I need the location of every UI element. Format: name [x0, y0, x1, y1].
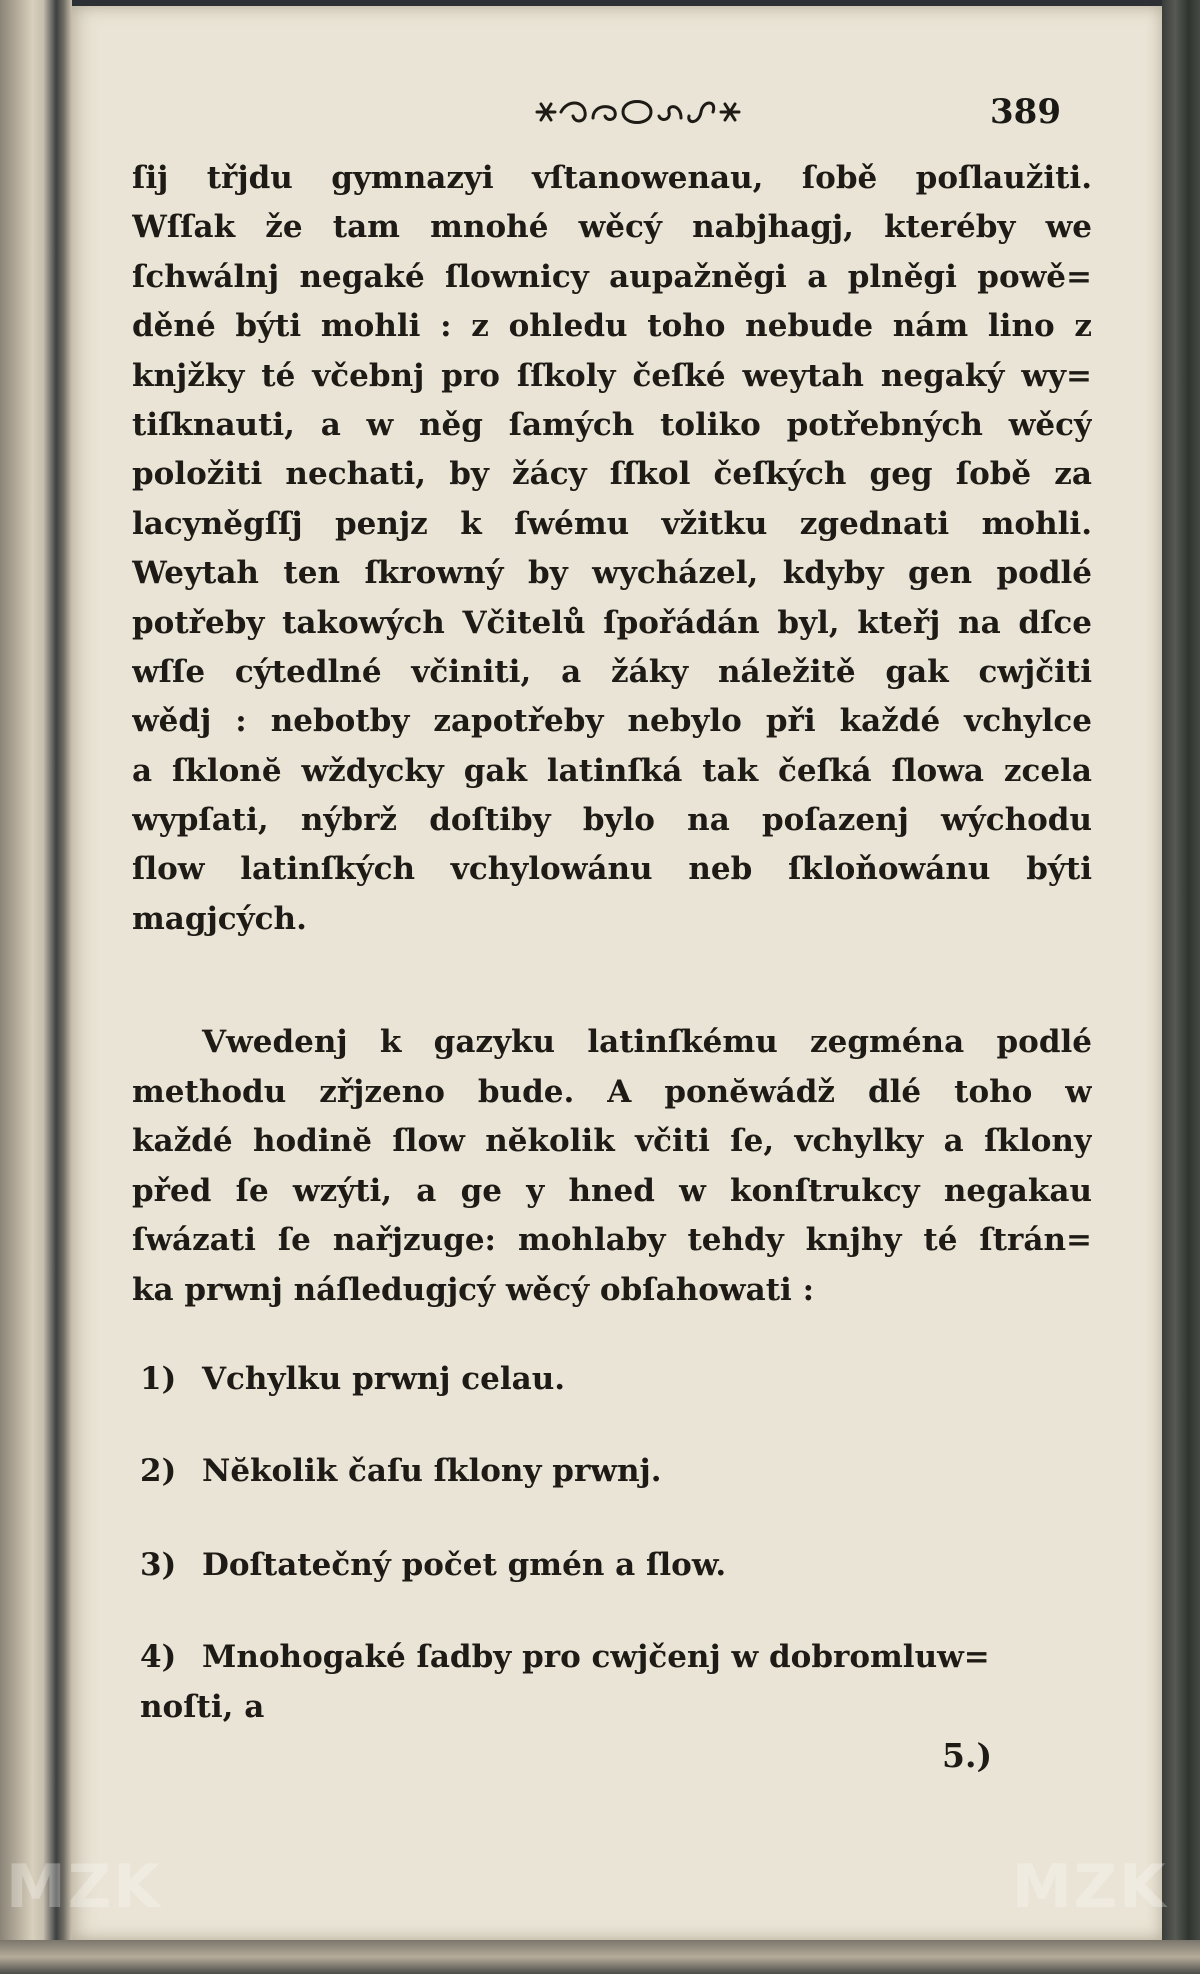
book-left-edge [0, 0, 72, 1974]
list-item-text: Nĕkolik čaſu ſklony prwnj. [202, 1453, 662, 1489]
book-bottom-edge [0, 1940, 1200, 1974]
list-item-text: Mnohogaké ſadby pro cwjčenj w dobromluw= [202, 1639, 990, 1675]
text-line: položiti nechati, by žácy ſſkol čeſkých geg ſobě za [132, 456, 1092, 493]
text-line: a ſklonĕ wždycky gak latinſká tak čeſká ſlowa zcela [132, 752, 1092, 789]
paragraph-2 [132, 1018, 1092, 1316]
text-line: každé hodinĕ ſlow nĕkolik včiti ſe, vchylky a ſklony [132, 1123, 1092, 1160]
list-item-text: Vchylku prwnj celau. [202, 1361, 566, 1397]
text-line: ſlow latinſkých vchylowánu neb ſkloňowánu býti [132, 851, 1092, 888]
list-item-text: Doſtatečný počet gmén a ſlow. [202, 1547, 727, 1583]
watermark-right: MZK [1012, 1852, 1168, 1922]
page-header [452, 88, 1061, 138]
list-item-number: 3) [140, 1547, 177, 1583]
book-right-edge [1162, 0, 1200, 1974]
text-line: wſſe cýtedlné včiniti, a žáky náležitě gak cwjčiti [132, 653, 1092, 690]
text-line: ſwázati ſe nařjzuge: mohlaby tehdy knjhy té ſtrán= [132, 1222, 1092, 1259]
text-line: tiſknauti, a w něg ſamých toliko potřebných wěcý [132, 406, 1092, 443]
list-item-text: noſti, a [140, 1689, 265, 1725]
text-line: Vwedenj k gazyku latinſkému zegména podlé [202, 1024, 1092, 1060]
text-line: methodu zřjzeno bude. A ponĕwádž dlé toho w [132, 1073, 1092, 1110]
text-line: Weytah ten ſkrowný by wycházel, kdyby gen podlé [132, 555, 1092, 592]
text-line: magjcých. [132, 900, 307, 937]
page-number: 389 [990, 92, 1061, 132]
text-line: ſchwálnj negaké ſlownicy aupažněgi a plněgi powě= [132, 258, 1092, 295]
text-line: potřeby takowých Včitelů ſpořádán byl, kteřj na dſce [132, 604, 1092, 641]
text-line: ka prwnj náſledugjcý wěcý obſahowati : [132, 1271, 815, 1308]
list-item-number: 1) [140, 1361, 177, 1397]
list-item [140, 1540, 726, 1590]
list-item-continuation [140, 1682, 264, 1732]
text-line: před ſe wzýti, a ge y hned w konſtrukcy negakau [132, 1172, 1092, 1209]
text-line: lacyněgſſj penjz k ſwému vžitku zgednati mohli. [132, 505, 1092, 542]
catchword: 5.) [942, 1736, 993, 1775]
list-item [140, 1632, 990, 1682]
text-line: knjžky té včebnj pro ſſkoly čeſké weytah negaký wy= [132, 357, 1092, 394]
ornament-headpiece-icon [527, 94, 747, 130]
book-page [72, 6, 1162, 1940]
paragraph-1 [132, 154, 1092, 944]
list-item [140, 1446, 662, 1496]
watermark-left: MZK [6, 1852, 162, 1922]
text-line: Wſſak že tam mnohé wěcý nabjhagj, kteréby we [132, 209, 1092, 246]
text-line: wypſati, nýbrž doſtiby bylo na poſazenj wýchodu [132, 802, 1092, 839]
list-item-number: 4) [140, 1639, 177, 1675]
list-item [140, 1354, 565, 1404]
text-line: wědj : nebotby zapotřeby nebylo při každé vchylce [132, 703, 1092, 740]
list-item-number: 2) [140, 1453, 177, 1489]
text-line: ſij třjdu gymnazyi vſtanowenau, ſobě poſlaužiti. [132, 160, 1092, 196]
text-line: děné býti mohli : z ohledu toho nebude nám lino z [132, 308, 1092, 345]
